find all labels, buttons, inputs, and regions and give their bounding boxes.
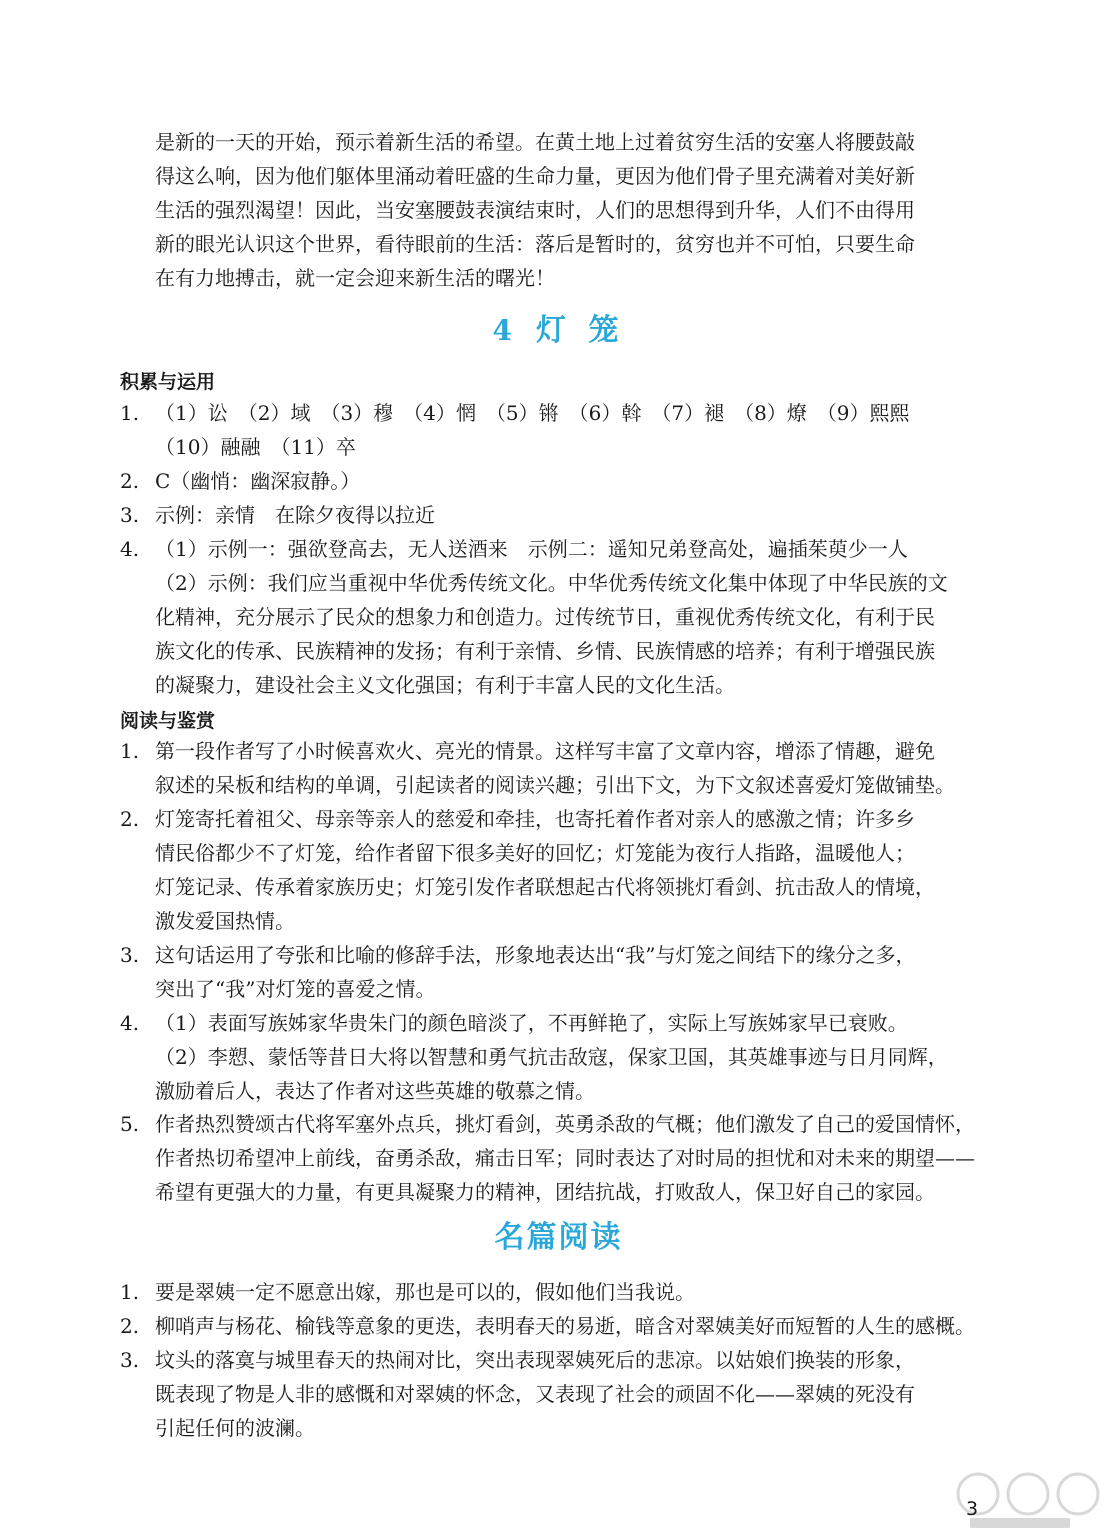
item-number: 3. <box>120 503 140 527</box>
lesson-number: 4 <box>492 314 519 347</box>
list-item <box>120 1343 915 1445</box>
section-heading-accumulation: 积累与运用 <box>120 371 216 393</box>
intro-line: 在有力地搏击，就一定会迎来新生活的曙光！ <box>155 266 555 290</box>
item-line: 希望有更强大的力量，有更具凝聚力的精神，团结抗战，打败敌人，保卫好自己的家园。 <box>155 1180 935 1204</box>
item-number: 1. <box>120 401 140 425</box>
item-number: 1. <box>120 1280 140 1304</box>
lesson-title <box>0 305 1117 349</box>
item-line: 这句话运用了夸张和比喻的修辞手法，形象地表达出“我”与灯笼之间结下的缘分之多， <box>155 943 916 967</box>
item-number: 4. <box>120 537 140 561</box>
item-line: （1）讼 （2）域 （3）穆 （4）惘 （5）锵 （6）斡 （7）褪 （8）燎 （9）熙熙 <box>155 401 910 425</box>
item-line: （2）李愬、蒙恬等昔日大将以智慧和勇气抗击敌寇，保家卫国，其英雄事迹与日月同辉， <box>155 1045 948 1069</box>
item-line: 柳哨声与杨花、榆钱等意象的更迭，表明春天的易逝，暗含对翠姨美好而短暂的人生的感概。 <box>155 1314 975 1338</box>
intro-line: 得这么响，因为他们躯体里涌动着旺盛的生命力量，更因为他们骨子里充满着对美好新 <box>155 164 915 188</box>
list-item <box>120 734 955 802</box>
famous-reading-title: 名篇阅读 <box>494 1220 623 1255</box>
item-line: 激励着后人，表达了作者对这些英雄的敬慕之情。 <box>155 1079 595 1103</box>
list-item <box>120 938 915 1006</box>
item-number: 3. <box>120 1348 140 1372</box>
list-item <box>120 1309 975 1343</box>
item-line: 示例：亲情 在除夕夜得以拉近 <box>155 503 435 527</box>
list-item <box>120 1275 695 1309</box>
list-item <box>120 802 935 938</box>
list-item <box>120 1107 975 1209</box>
item-number: 2. <box>120 469 140 493</box>
item-line: 族文化的传承、民族精神的发扬；有利于亲情、乡情、民族情感的培养；有利于增强民族 <box>155 639 935 663</box>
lesson-title-text: 灯 笼 <box>536 313 625 348</box>
item-number: 4. <box>120 1011 140 1035</box>
item-line: 的凝聚力，建设社会主义文化强国；有利于丰富人民的文化生活。 <box>155 673 735 697</box>
item-line: （1）表面写族姊家华贵朱门的颜色暗淡了，不再鲜艳了，实际上写族姊家早已衰败。 <box>155 1011 908 1035</box>
item-line: （10）融融 （11）卒 <box>155 435 356 459</box>
list-item <box>120 396 910 464</box>
item-line: 作者热切希望冲上前线，奋勇杀敌，痛击日军；同时表达了对时局的担忧和对未来的期望—— <box>155 1146 975 1170</box>
item-line: 灯笼记录、传承着家族历史；灯笼引发作者联想起古代将领挑灯看剑、抗击敌人的情境， <box>155 875 935 899</box>
item-line: 情民俗都少不了灯笼，给作者留下很多美好的回忆；灯笼能为夜行人指路，温暖他人； <box>155 841 915 865</box>
intro-line: 新的眼光认识这个世界，看待眼前的生活：落后是暂时的，贫穷也并不可怕，只要生命 <box>155 232 915 256</box>
list-item <box>120 1006 948 1108</box>
list-item <box>120 464 360 498</box>
item-line: 要是翠姨一定不愿意出嫁，那也是可以的，假如他们当我说。 <box>155 1280 695 1304</box>
list-item <box>120 532 948 702</box>
item-line: 突出了“我”对灯笼的喜爱之情。 <box>155 977 436 1001</box>
watermark-logo-icon <box>930 1468 1110 1532</box>
item-line: 激发爱国热情。 <box>155 909 295 933</box>
item-line: 既表现了物是人非的感慨和对翠姨的怀念，又表现了社会的顽固不化——翠姨的死没有 <box>155 1382 915 1406</box>
intro-paragraph <box>155 125 915 295</box>
item-number: 1. <box>120 739 140 763</box>
page-number: 3 <box>966 1498 979 1520</box>
intro-line: 生活的强烈渴望！因此，当安塞腰鼓表演结束时，人们的思想得到升华，人们不由得用 <box>155 198 915 222</box>
item-line: （2）示例：我们应当重视中华优秀传统文化。中华优秀传统文化集中体现了中华民族的文 <box>155 571 948 595</box>
item-line: 作者热烈赞颂古代将军塞外点兵，挑灯看剑，英勇杀敌的气概；他们激发了自己的爱国情怀， <box>155 1112 975 1136</box>
list-item <box>120 498 435 532</box>
intro-line: 是新的一天的开始，预示着新生活的希望。在黄土地上过着贫穷生活的安塞人将腰鼓敲 <box>155 130 915 154</box>
item-number: 2. <box>120 807 140 831</box>
item-line: （1）示例一：强欲登高去，无人送酒来 示例二：遥知兄弟登高处，遍插茱萸少一人 <box>155 537 908 561</box>
section-heading-reading: 阅读与鉴赏 <box>120 710 216 732</box>
item-line: C（幽悄：幽深寂静。） <box>155 469 361 493</box>
item-number: 2. <box>120 1314 140 1338</box>
item-line: 坟头的落寞与城里春天的热闹对比，突出表现翠姨死后的悲凉。以姑娘们换装的形象， <box>155 1348 915 1372</box>
item-line: 第一段作者写了小时候喜欢火、亮光的情景。这样写丰富了文章内容，增添了情趣，避免 <box>155 739 935 763</box>
item-line: 灯笼寄托着祖父、母亲等亲人的慈爱和牵挂，也寄托着作者对亲人的感激之情；许多乡 <box>155 807 915 831</box>
item-line: 引起任何的波澜。 <box>155 1416 315 1440</box>
item-number: 3. <box>120 943 140 967</box>
item-line: 化精神，充分展示了民众的想象力和创造力。过传统节日，重视优秀传统文化，有利于民 <box>155 605 935 629</box>
item-number: 5. <box>120 1112 140 1136</box>
item-line: 叙述的呆板和结构的单调，引起读者的阅读兴趣；引出下文，为下文叙述喜爱灯笼做铺垫。 <box>155 773 955 797</box>
